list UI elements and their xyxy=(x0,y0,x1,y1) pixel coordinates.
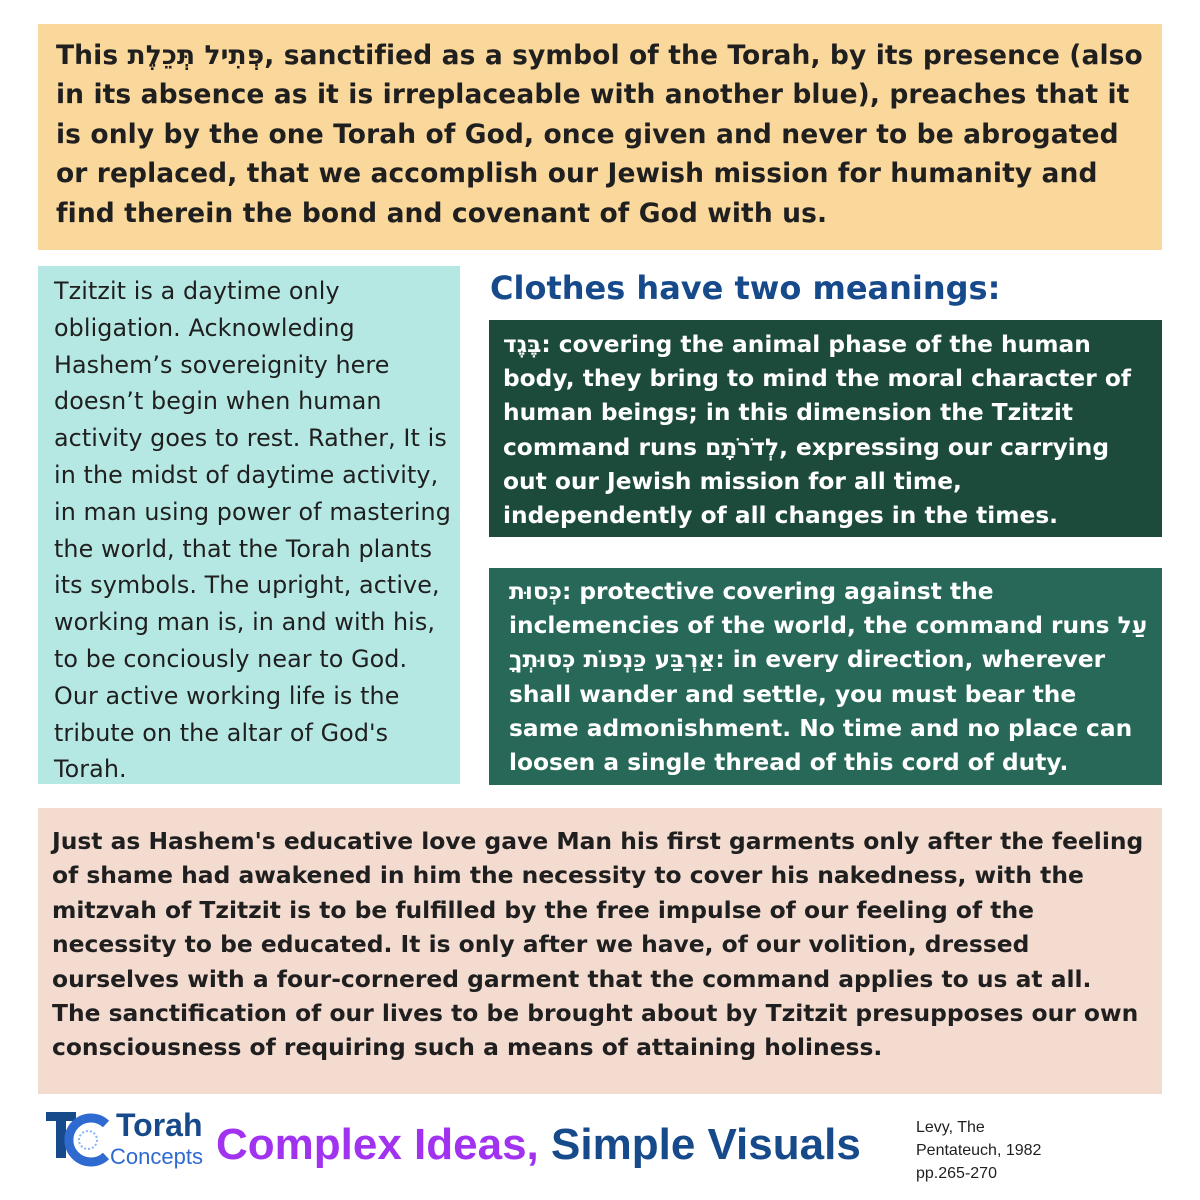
beged-text-2: , expressing our carrying out our Jewish mission for all time, independently of all changes in the times. xyxy=(503,433,1110,530)
kesut-text-2: : in every direction, wherever shall wander and settle, you must bear the same admonishment. No time and no place can loosen a single thread of this cord of duty. xyxy=(509,646,1133,777)
tagline xyxy=(216,1118,861,1172)
ledorotam-hebrew-term: לְדֹרֹתָם xyxy=(705,433,780,461)
garments-paragraph-1: Just as Hashem's educative love gave Man his first garments only after the feeling of shame had awakened in him the necessity to cover his nakedness, with the mitzvah of Tzitzit is to be fulfilled by the free impulse of our feeling of the necessity to be educated. It is only after we have, of our volition, dressed ourselves with a four-cornered garment that the command applies to us at all. xyxy=(52,827,1144,993)
kesut-hebrew-term: כְּסוּת xyxy=(509,578,562,605)
garments-paragraph-2: The sanctification of our lives to be brought about by Tzitzit presupposes our own consciousness of requiring such a means of attaining holiness. xyxy=(52,999,1139,1062)
source-citation xyxy=(916,1116,1116,1185)
citation-line-2: Pentateuch, 1982 xyxy=(916,1142,1042,1159)
tagline-simple-visuals: Simple Visuals xyxy=(551,1120,861,1169)
tagline-complex-ideas: Complex Ideas, xyxy=(216,1120,539,1169)
intro-text-end: , sanctified as a symbol of the Torah, by its presence (also in its absence as it is irreplaceable with another blue), preaches that it is only by the one Torah of God, once given and never to be abrogated or replaced, that we accomplish our Jewish mission for humanity and find therein the bond and covenant of God with us. xyxy=(56,40,1143,229)
intro-text-start: This xyxy=(56,40,128,71)
intro-hebrew-term: פְּתִיל תְּכֵלֶת xyxy=(127,40,265,71)
logo-concepts-word: Concepts xyxy=(110,1144,203,1169)
daytime-obligation-box xyxy=(38,266,460,784)
logo-torah-word: Torah xyxy=(116,1107,203,1143)
citation-line-1: Levy, The xyxy=(916,1119,985,1136)
intro-box xyxy=(38,24,1162,250)
daytime-obligation-text: Tzitzit is a daytime only obligation. Acknowleding Hashem’s sovereignity here doesn’t begin when human activity goes to rest. Rather, It is in the midst of daytime activity, in man using power of mastering the world, that the Torah plants its symbols. The upright, active, working man is, in and with his, to be conciously near to God. Our active working life is the tribute on the altar of God's Torah. xyxy=(54,277,451,784)
kesut-meaning-box xyxy=(489,568,1162,785)
citation-line-3: pp.265-270 xyxy=(916,1165,997,1182)
kesut-text-1: : protective covering against the inclemencies of the world, the command runs xyxy=(509,578,1118,640)
garments-explanation-box xyxy=(38,808,1162,1094)
meanings-heading: Clothes have two meanings: xyxy=(490,269,1001,307)
beged-hebrew-term: בֶּגֶד xyxy=(503,331,542,358)
four-corners-hebrew-phrase: עַל אַרְבַּע כַּנְפוֹת כְּסוּתְךָ xyxy=(509,612,1148,674)
beged-text-1: : covering the animal phase of the human body, they bring to mind the moral character of human beings; in this dimension the Tzitzit command runs xyxy=(503,331,1131,461)
beged-meaning-box xyxy=(489,320,1162,537)
torah-concepts-logo xyxy=(44,1106,214,1176)
